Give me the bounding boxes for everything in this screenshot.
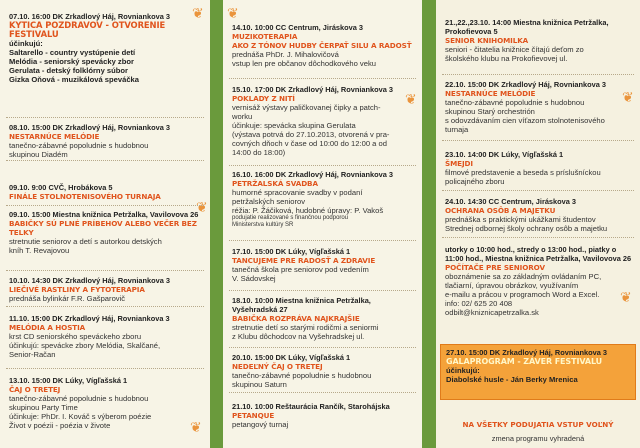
event-date: 09.10. 15:00 Miestna knižnica Petržalka, Vavilovova 26 <box>9 210 199 219</box>
column-1 <box>0 0 210 448</box>
event-text: seniori - čitatelia knižnice čítajú deťom zo <box>445 45 584 54</box>
event-title: GALAPROGRAM - ZÁVER FESTIVALU <box>446 357 603 366</box>
event-title: PETANQUE <box>232 411 275 420</box>
event-text: petržalských seniorov <box>232 197 306 206</box>
closing-event <box>441 348 635 384</box>
leaf-icon: ❦ <box>192 6 204 22</box>
footer <box>436 420 640 443</box>
divider <box>229 78 416 79</box>
event-text: humorné spracovanie svadby v podaní <box>232 188 363 197</box>
event-text: prednáša bylinkár F.R. Gašparovič <box>9 294 126 303</box>
opening-event <box>0 12 210 84</box>
event <box>0 314 210 359</box>
event-title: POKLADY Z NITÍ <box>232 94 295 103</box>
event-title: SENIOR KNIHOMILKA <box>445 36 529 45</box>
leaf-icon: ❦ <box>227 6 239 22</box>
event-title: MUZIKOTERAPIA <box>232 32 298 41</box>
event-date: 09.10. 9:00 CVČ, Hrobákova 5 <box>9 183 113 192</box>
event-title: BABIČKA ROZPRÁVA NAJKRAJŠIE <box>232 314 360 323</box>
event-text: tanečno-zábavné popoludnie s hudobnou <box>445 98 585 107</box>
divider <box>229 347 416 348</box>
participants-label: účinkujú: <box>446 366 480 375</box>
event-title: NESTARNÚCE MELÓDIE <box>445 89 536 98</box>
divider <box>6 205 204 206</box>
event-title: NESTARNÚCE MELÓDIE <box>9 132 100 141</box>
event-text: worku <box>232 112 253 121</box>
event-date: 18.10. 10:00 Miestna knižnica Petržalka, Vyšehradská 27 <box>232 296 371 314</box>
event-title: ČAJ O TRETEJ <box>9 385 61 394</box>
event-title: LIEČIVÉ RASTLINY A FYTOTERAPIA <box>9 285 145 294</box>
event-title: POČÍTAČE PRE SENIOROV <box>445 263 545 272</box>
event-text: stretnutie detí so starými rodičmi a seniormi <box>232 323 379 332</box>
event-text: s odovzdávaním cien víťazom stolnotenisového <box>445 116 605 125</box>
event-date: 22.10. 15:00 DK Zrkadlový Háj, Rovniankova 3 <box>445 80 607 89</box>
divider <box>6 306 204 307</box>
event-text: kníh T. Revajovou <box>9 246 70 255</box>
event-date: 08.10. 15:00 DK Zrkadlový Háj, Rovniankova 3 <box>9 123 171 132</box>
event-subtitle: AKO Z TÓNOV HUDBY ČERPAŤ SILU A RADOSŤ <box>232 41 412 50</box>
performer: Melódia - seniorský spevácky zbor <box>9 57 134 66</box>
event <box>223 353 422 389</box>
event-date: 20.10. 15:00 DK Lúky, Vígľašská 1 <box>232 353 351 362</box>
event-text: skupinou Saturn <box>232 380 287 389</box>
divider <box>229 392 416 393</box>
event-date: 21.10. 10:00 Reštaurácia Rančík, Starohájska <box>232 402 390 411</box>
event-text: tanečná škola pre seniorov pod vedením <box>232 265 369 274</box>
event-text: tlačiarní, úpravou obrázkov, využívaním <box>445 281 579 290</box>
event <box>0 183 210 201</box>
column-3 <box>436 0 640 448</box>
event-date: 14.10. 10:00 CC Centrum, Jiráskova 3 <box>232 23 364 32</box>
event-title <box>9 21 204 39</box>
event-date: 17.10. 15:00 DK Lúky, Vígľašská 1 <box>232 247 351 256</box>
divider <box>229 240 416 241</box>
event <box>223 85 422 157</box>
event-text: účinkujú: spevácke zbory Melódia, Skalčané, <box>9 341 161 350</box>
event-text: réžia: P. Žáčiková, hudobné úpravy: P. Vakoš <box>232 206 384 215</box>
leaf-icon: ❦ <box>405 92 417 108</box>
leaf-icon: ❦ <box>622 90 634 106</box>
event-text: prednáška s praktickými ukážkami študentov <box>445 215 596 224</box>
event-text: skupinou Starý orchestrión <box>445 107 535 116</box>
event-text: skupinou Party Time <box>9 403 78 412</box>
event-text: skupinou Diadém <box>9 150 68 159</box>
event-text: vernisáž výstavy paličkovanej čipky a patch- <box>232 103 381 112</box>
event-text: oboznámenie sa zo základným ovládaním PC, <box>445 272 602 281</box>
event-title: ŠMEJDI <box>445 159 473 168</box>
event-title: BABIČKY SÚ PLNÉ PRÍBEHOV ALEBO VEČER BEZ TELKY <box>9 219 197 237</box>
program-change-note: zmena programu vyhradená <box>491 434 585 443</box>
event-text: petangový turnaj <box>232 420 289 429</box>
event <box>0 276 210 303</box>
event-date: 07.10. 16:00 DK Zrkadlový Háj, Rovniankova 3 <box>9 12 171 21</box>
event-text: stretnutie seniorov a detí s autorkou detských <box>9 237 162 246</box>
event <box>223 296 422 341</box>
event-date: utorky o 10:00 hod., stredy o 13:00 hod., piatky o 11:00 hod., Miestna knižnica Petržalka, Vavilovova 26 <box>445 245 632 263</box>
event-text: e-mailu a prácou v programoch Word a Excel. <box>445 290 600 299</box>
event-text: turnaja <box>445 125 469 134</box>
event-title: OCHRANA OSÔB A MAJETKU <box>445 206 556 215</box>
event-text: Strednej odbornej školy ochrany osôb a majetku <box>445 224 608 233</box>
event-text: školského klubu na Prokofievovej ul. <box>445 54 568 63</box>
leaf-icon: ❦ <box>190 420 202 436</box>
leaf-icon: ❦ <box>620 290 632 306</box>
divider <box>442 237 634 238</box>
event-title: NEDEĽNÝ ČAJ O TRETEJ <box>232 362 323 371</box>
event-title: FINÁLE STOLNOTENISOVÉHO TURNAJA <box>9 192 161 201</box>
divider <box>229 290 416 291</box>
participants-label: účinkujú: <box>9 39 43 48</box>
leaf-icon: ❦ <box>196 200 208 216</box>
event-text: filmové predstavenie a beseda s príslušníckou <box>445 168 601 177</box>
divider <box>442 190 634 191</box>
event <box>223 247 422 283</box>
event <box>436 197 640 233</box>
free-entry-note: NA VŠETKY PODUJATIA VSTUP VOĽNÝ <box>462 420 614 429</box>
divider <box>6 160 204 161</box>
divider <box>6 270 204 271</box>
performer: Diabolské husle - Ján Berky Mrenica <box>446 375 578 384</box>
performer: Saltarello - country vystúpenie detí <box>9 48 136 57</box>
event-text: V. Sádovskej <box>232 274 276 283</box>
event-text: Senior-Račan <box>9 350 56 359</box>
event-date: 27.10. 15:00 DK Zrkadlový Háj, Rovniankova 3 <box>446 348 608 357</box>
event-text: účinkuje: spevácka skupina Gerulata <box>232 121 356 130</box>
event <box>223 23 422 68</box>
event <box>223 170 422 229</box>
event-title: TANCUJEME PRE RADOSŤ A ZDRAVIE <box>232 256 376 265</box>
event-date: 13.10. 15:00 DK Lúky, Vígľašská 1 <box>9 376 128 385</box>
divider <box>6 368 204 369</box>
event-date: 16.10. 16:00 DK Zrkadlový Háj, Rovniankova 3 <box>232 170 394 179</box>
event-text: (výstava potrvá do 27.10.2013, otvorená v pra- <box>232 130 390 139</box>
event <box>436 150 640 186</box>
event-date: 24.10. 14:30 CC Centrum, Jiráskova 3 <box>445 197 577 206</box>
event-date: 15.10. 17:00 DK Zrkadlový Háj, Rovniankova 3 <box>232 85 394 94</box>
event-date: 10.10. 14:30 DK Zrkadlový Háj, Rovniankova 3 <box>9 276 171 285</box>
event <box>223 402 422 429</box>
event-text: tanečno-zábavné popoludnie s hudobnou <box>232 371 372 380</box>
column-2 <box>223 0 422 448</box>
event-text: policajného zboru <box>445 177 505 186</box>
event-date: 21.,22.,23.10. 14:00 Miestna knižnica Petržalka, Prokofievova 5 <box>445 18 609 36</box>
event-text: krst CD seniorského speváckeho zboru <box>9 332 142 341</box>
divider <box>229 165 416 166</box>
event <box>436 18 640 63</box>
event <box>436 245 640 317</box>
event-text: účinkuje: PhDr. I. Kováč s výberom poézie <box>9 412 152 421</box>
title-part: KYTICA POZDRAVOV - OTVORENIE <box>9 20 166 30</box>
event-date: 23.10. 14:00 DK Lúky, Vígľašská 1 <box>445 150 564 159</box>
event-text: 14:00 do 18:00) <box>232 148 286 157</box>
event-text: podujatie realizované s finančnou podporou <box>232 215 349 221</box>
event-text: prednáša PhDr. J. Mihalovičová <box>232 50 339 59</box>
event-date: 11.10. 15:00 DK Zrkadlový Háj, Rovniankova 3 <box>9 314 170 323</box>
divider <box>442 74 634 75</box>
closing-event-highlight <box>440 344 636 400</box>
performer: Gerulata - detský folklórny súbor <box>9 66 128 75</box>
event-text: Ministerstva kultúry SR <box>232 222 294 228</box>
event <box>0 210 210 255</box>
event-text: vstup len pre občanov dôchodkového veku <box>232 59 376 68</box>
event-text: tanečno-zábavné popoludnie s hudobnou <box>9 141 149 150</box>
event-title: PETRŽALSKÁ SVADBA <box>232 179 318 188</box>
event-text: odbilt@kniznicapetrzalka.sk <box>445 308 539 317</box>
event-text: z Klubu dôchodcov na Vyšehradskej ul. <box>232 332 365 341</box>
event-text: Život v poézii - poézia v živote <box>9 421 111 430</box>
divider <box>6 117 204 118</box>
event <box>0 123 210 159</box>
divider <box>442 140 634 141</box>
event-title: MELÓDIA A HOSTIA <box>9 323 86 332</box>
title-part: FESTIVALU <box>9 29 59 39</box>
event <box>436 80 640 134</box>
event-text: covných dňoch v čase od 10:00 do 12:00 a od <box>232 139 387 148</box>
performer: Gizka Oňová - muzikálová speváčka <box>9 75 139 84</box>
event <box>0 376 210 430</box>
event-text: tanečno-zábavné popoludnie s hudobnou <box>9 394 149 403</box>
event-text: info: 02/ 625 20 408 <box>445 299 513 308</box>
